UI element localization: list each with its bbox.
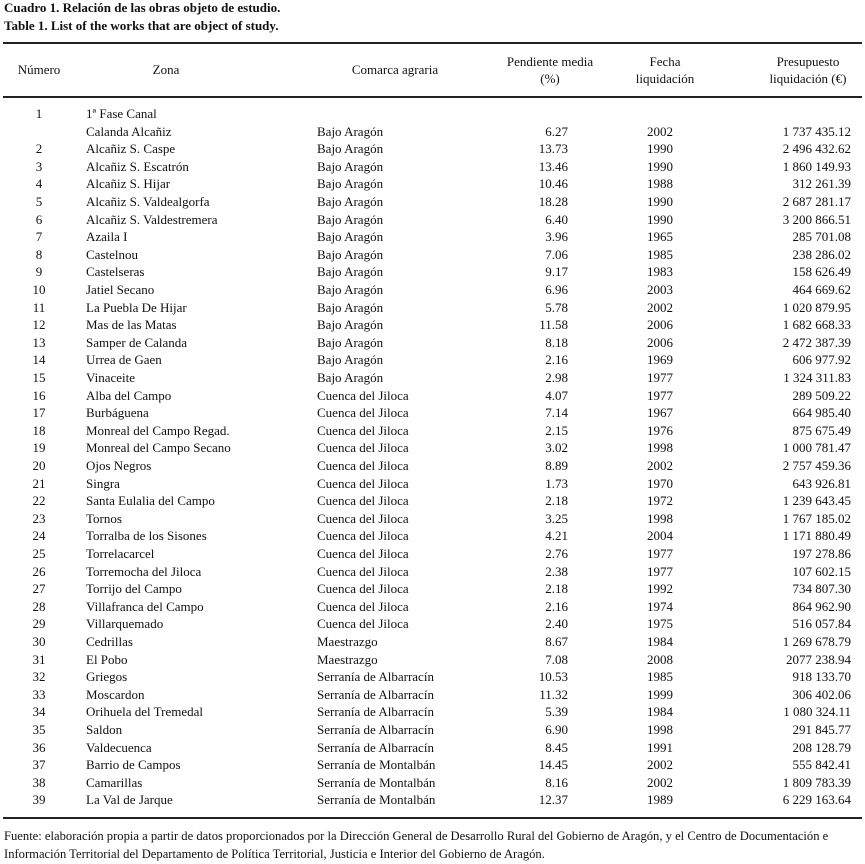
- row-zona: Torrelacarcel: [86, 546, 155, 561]
- row-number: 19: [32, 440, 46, 456]
- row-zona: Torremocha del Jiloca: [86, 563, 202, 579]
- row-presupuesto: 1 682 668.33: [782, 317, 851, 333]
- row-comarca: Cuenca del Jiloca: [317, 422, 409, 438]
- table-row: [0, 316, 865, 334]
- row-zona: Castelnou: [86, 246, 138, 262]
- row-number: 28: [32, 598, 46, 614]
- row-pendiente: 8.45: [545, 739, 568, 755]
- row-fecha: 2002: [647, 774, 673, 790]
- row-fecha: 1975: [647, 616, 673, 632]
- row-presupuesto: 1 000 781.47: [782, 440, 851, 456]
- table-row: [0, 475, 865, 493]
- row-zona: Orihuela del Tremedal: [86, 704, 203, 720]
- header-fecha-line1: Fecha: [649, 54, 681, 69]
- row-zona: Valdecuenca: [86, 739, 152, 755]
- row-presupuesto: 1 767 185.02: [782, 510, 851, 526]
- row-zona: Castelseras: [86, 264, 145, 280]
- row-number: 15: [32, 370, 46, 385]
- row-pendiente: 8.89: [545, 458, 568, 473]
- row-presupuesto: 864 962.90: [792, 598, 851, 614]
- row-comarca: Serranía de Albarracín: [317, 739, 434, 755]
- row-zona: Villafranca del Campo: [86, 598, 204, 614]
- row-presupuesto: 734 807.30: [792, 581, 851, 597]
- row-pendiente: 6.40: [545, 211, 568, 227]
- row-presupuesto: 291 845.77: [792, 722, 851, 737]
- row-number: 18: [32, 422, 46, 438]
- row-zona: El Pobo: [86, 651, 128, 667]
- row-pendiente: 5.39: [545, 704, 568, 720]
- table-row: [0, 492, 865, 510]
- row-number: 35: [32, 722, 46, 737]
- row-fecha: 1988: [647, 176, 673, 192]
- row-presupuesto: 2 687 281.17: [782, 194, 851, 209]
- table-row: [0, 580, 865, 598]
- row-pendiente: 2.18: [545, 493, 568, 509]
- table-row: [0, 299, 865, 317]
- row-fecha: 1970: [647, 475, 673, 491]
- row-fecha: 1998: [647, 510, 673, 526]
- row-number: 34: [32, 704, 46, 720]
- row-comarca: Bajo Aragón: [317, 123, 384, 139]
- row-fecha: 1989: [647, 792, 673, 808]
- row-number: 39: [32, 792, 46, 808]
- row-pendiente: 6.27: [545, 123, 568, 139]
- header-numero: Número: [17, 62, 61, 77]
- row-fecha: 1967: [647, 405, 673, 421]
- row-presupuesto: 289 509.22: [792, 387, 851, 403]
- row-comarca: Bajo Aragón: [317, 282, 384, 297]
- row-fecha: 1998: [647, 722, 673, 737]
- row-number: 32: [32, 669, 46, 685]
- table-row: [0, 369, 865, 387]
- row-comarca: Serranía de Montalbán: [317, 792, 436, 808]
- row-zona: Tornos: [86, 510, 122, 526]
- row-number: 37: [32, 757, 46, 773]
- row-pendiente: 18.28: [538, 194, 568, 209]
- row-fecha: 2006: [647, 317, 673, 333]
- row-fecha: 1983: [647, 264, 673, 280]
- row-presupuesto: 238 286.02: [792, 246, 851, 262]
- header-pendiente-line2: (%): [540, 71, 560, 86]
- caption-es: Cuadro 1. Relación de las obras objeto de estudio.: [4, 0, 281, 15]
- row-fecha: 2008: [647, 651, 673, 667]
- row-pendiente: 8.18: [545, 334, 568, 350]
- row-fecha: 1976: [647, 422, 673, 438]
- row-fecha: 1990: [647, 194, 673, 209]
- row-number: 29: [32, 616, 46, 632]
- header-zona: Zona: [152, 62, 180, 77]
- table-row: [0, 422, 865, 440]
- table-row: [0, 615, 865, 633]
- row-fecha: 1965: [647, 229, 673, 245]
- row-pendiente: 3.02: [545, 440, 568, 456]
- row-pendiente: 2.98: [545, 370, 568, 385]
- table-row: [0, 211, 865, 229]
- table-row: [0, 563, 865, 581]
- row-fecha: 1991: [647, 739, 673, 755]
- row-comarca: Serranía de Albarracín: [317, 669, 434, 685]
- row-pendiente: 2.18: [545, 581, 568, 597]
- row-pendiente: 8.16: [545, 774, 568, 790]
- table-row: [0, 791, 865, 809]
- row-presupuesto: 1 809 783.39: [782, 774, 851, 790]
- row-fecha: 2002: [647, 757, 673, 773]
- row-zona: Burbáguena: [86, 405, 149, 421]
- row-comarca: Bajo Aragón: [317, 352, 384, 368]
- row-fecha: 1977: [647, 387, 673, 403]
- row-pendiente: 9.17: [545, 264, 568, 280]
- row-comarca: Bajo Aragón: [317, 176, 384, 192]
- row-pendiente: 14.45: [538, 757, 568, 773]
- row-pendiente: 7.08: [545, 651, 568, 667]
- row-comarca: Serranía de Albarracín: [317, 686, 434, 702]
- table-row: [0, 404, 865, 422]
- row-pendiente: 7.14: [545, 405, 568, 421]
- table-row: [0, 193, 865, 211]
- row-zona: Vinaceite: [86, 370, 136, 385]
- row-zona: Mas de las Matas: [86, 317, 177, 333]
- row-pendiente: 13.46: [538, 158, 568, 174]
- row-presupuesto: 3 200 866.51: [782, 211, 851, 227]
- table-row: [0, 140, 865, 158]
- row-zona: Torralba de los Sisones: [86, 528, 207, 544]
- row-comarca: Cuenca del Jiloca: [317, 493, 409, 509]
- caption-en: Table 1. List of the works that are object of study.: [4, 18, 279, 33]
- row-pendiente: 10.46: [538, 176, 568, 192]
- row-pendiente: 1.73: [545, 475, 568, 491]
- row-presupuesto: 1 080 324.11: [783, 704, 851, 720]
- row-pendiente: 5.78: [545, 299, 568, 315]
- row-pendiente: 7.06: [545, 246, 568, 262]
- table-row: [0, 457, 865, 475]
- row-comarca: Cuenca del Jiloca: [317, 387, 409, 403]
- table-row: [0, 281, 865, 299]
- row-number: 33: [32, 686, 46, 702]
- row-comarca: Cuenca del Jiloca: [317, 510, 409, 526]
- row-presupuesto: 643 926.81: [792, 475, 851, 491]
- row-comarca: Serranía de Albarracín: [317, 722, 434, 737]
- table-row: [0, 263, 865, 281]
- row-presupuesto: 664 985.40: [792, 405, 851, 421]
- row-zona: Griegos: [86, 669, 128, 685]
- table-row: [0, 598, 865, 616]
- row-fecha: 2002: [647, 458, 673, 473]
- row-number: 17: [32, 405, 46, 421]
- row-fecha: 1990: [647, 141, 673, 157]
- table-row: [0, 246, 865, 264]
- header-presupuesto-line2: liquidación (€): [769, 71, 847, 86]
- row-zona: Alcañiz S. Escatrón: [86, 158, 189, 174]
- row-comarca: Bajo Aragón: [317, 370, 384, 385]
- row-zona: La Puebla De Hijar: [86, 299, 187, 315]
- row-number: 13: [32, 334, 46, 350]
- row-number: 3: [35, 158, 43, 174]
- row-presupuesto: 1 020 879.95: [782, 299, 851, 315]
- row-number: 31: [32, 651, 46, 667]
- row-comarca: Cuenca del Jiloca: [317, 616, 409, 632]
- row-zona: Samper de Calanda: [86, 334, 188, 350]
- row-presupuesto: 1 239 643.45: [782, 493, 851, 509]
- row-number: 6: [35, 211, 43, 227]
- row-zona: Monreal del Campo Regad.: [86, 422, 230, 438]
- row-zona: Moscardon: [86, 686, 145, 702]
- row-fecha: 1999: [647, 686, 673, 702]
- header-pendiente-line1: Pendiente media: [506, 54, 594, 69]
- table-bottom-rule: [3, 817, 862, 819]
- row-pendiente: 2.40: [545, 616, 568, 632]
- row-zona: Alcañiz S. Hijar: [86, 176, 171, 192]
- row-zona: Calanda Alcañiz: [86, 123, 172, 139]
- row-comarca: Cuenca del Jiloca: [317, 546, 409, 561]
- table-row: [0, 774, 865, 792]
- table-row: [0, 756, 865, 774]
- row-comarca: Maestrazgo: [317, 634, 378, 649]
- row-fecha: 1990: [647, 211, 673, 227]
- table-row: [0, 703, 865, 721]
- row-pendiente: 3.25: [545, 510, 568, 526]
- row-number: 25: [32, 546, 46, 561]
- row-pendiente: 13.73: [538, 141, 568, 157]
- row-number: 11: [32, 299, 46, 315]
- row-presupuesto: 555 842.41: [792, 757, 851, 773]
- row-pendiente: 11.58: [539, 317, 568, 333]
- row-number: 27: [32, 581, 46, 597]
- row-comarca: Bajo Aragón: [317, 211, 384, 227]
- row-zona: Alcañiz S. Valdealgorfa: [86, 194, 210, 209]
- row-number: 24: [32, 528, 46, 544]
- row-fecha: 1984: [647, 704, 673, 720]
- row-pendiente: 12.37: [538, 792, 568, 808]
- row-comarca: Cuenca del Jiloca: [317, 581, 409, 597]
- table-row: [0, 633, 865, 651]
- table-row: [0, 510, 865, 528]
- row-presupuesto: 1 324 311.83: [783, 370, 851, 385]
- row-presupuesto: 312 261.39: [792, 176, 851, 192]
- header-comarca: Comarca agraria: [351, 62, 439, 77]
- row-number: 22: [32, 493, 46, 509]
- row-pendiente: 6.96: [545, 282, 568, 297]
- row-comarca: Cuenca del Jiloca: [317, 563, 409, 579]
- row-zona: Jatiel Secano: [86, 282, 155, 297]
- row-comarca: Maestrazgo: [317, 651, 378, 667]
- row-number: 30: [32, 634, 46, 649]
- row-number: 9: [35, 264, 43, 280]
- table-row: [0, 668, 865, 686]
- row-presupuesto: 1 269 678.79: [782, 634, 851, 649]
- header-fecha-line2: liquidación: [635, 71, 695, 86]
- row-comarca: Cuenca del Jiloca: [317, 598, 409, 614]
- row-zona: Ojos Negros: [86, 458, 152, 473]
- row-fecha: 1985: [647, 669, 673, 685]
- row-zona: Singra: [86, 475, 120, 491]
- table-row: [0, 123, 865, 141]
- row-number: 21: [32, 475, 46, 491]
- row-fecha: 2002: [647, 123, 673, 139]
- row-zona: Camarillas: [86, 774, 143, 790]
- row-number: 36: [32, 739, 46, 755]
- row-comarca: Cuenca del Jiloca: [317, 440, 409, 456]
- row-fecha: 1977: [647, 563, 673, 579]
- row-fecha: 1990: [647, 158, 673, 174]
- row-comarca: Bajo Aragón: [317, 141, 384, 157]
- row-fecha: 1992: [647, 581, 673, 597]
- row-fecha: 1998: [647, 440, 673, 456]
- row-comarca: Cuenca del Jiloca: [317, 405, 409, 421]
- header-presupuesto-line1: Presupuesto: [776, 54, 840, 69]
- row-comarca: Serranía de Albarracín: [317, 704, 434, 720]
- row-comarca: Bajo Aragón: [317, 317, 384, 333]
- row-presupuesto: 464 669.62: [792, 282, 851, 297]
- row-number: 5: [35, 194, 43, 209]
- table-top-rule: [3, 42, 862, 44]
- row-zona: Cedrillas: [86, 634, 133, 649]
- row-number: 10: [32, 282, 46, 297]
- table-row: [0, 739, 865, 757]
- row-presupuesto: 2 496 432.62: [782, 141, 851, 157]
- row-comarca: Bajo Aragón: [317, 194, 384, 209]
- table-row: [0, 686, 865, 704]
- row-pendiente: 2.16: [545, 352, 568, 368]
- row-fecha: 1985: [647, 246, 673, 262]
- table-row: [0, 651, 865, 669]
- row-comarca: Bajo Aragón: [317, 158, 384, 174]
- row-pendiente: 10.53: [538, 669, 568, 685]
- row-number: 4: [35, 176, 43, 192]
- row-zona: Azaila I: [86, 229, 128, 245]
- row-presupuesto: 875 675.49: [792, 422, 851, 438]
- row-fecha: 2003: [647, 282, 673, 297]
- table-row: [0, 721, 865, 739]
- row-comarca: Cuenca del Jiloca: [317, 458, 409, 473]
- row-comarca: Cuenca del Jiloca: [317, 475, 409, 491]
- row-number: 16: [32, 387, 46, 403]
- table-row: [0, 334, 865, 352]
- footnote: Fuente: elaboración propia a partir de datos proporcionados por la Dirección General de Desarrollo Rural del Gobierno de Aragón, y el Centro de Documentación e Información Territorial del Departamento de Política Territorial, Justicia e Interior del Gobierno de Aragón.: [4, 829, 829, 861]
- row-zona: 1ª Fase Canal: [86, 106, 157, 121]
- row-comarca: Serranía de Montalbán: [317, 757, 436, 773]
- row-pendiente: 6.90: [545, 722, 568, 737]
- table-row: [0, 228, 865, 246]
- row-zona: Urrea de Gaen: [86, 352, 162, 368]
- row-pendiente: 4.07: [545, 387, 568, 403]
- row-pendiente: 2.16: [545, 598, 568, 614]
- row-number: 2: [35, 141, 43, 157]
- row-number: 7: [35, 229, 43, 245]
- row-presupuesto: 107 602.15: [792, 563, 851, 579]
- row-number: 38: [32, 774, 46, 790]
- row-zona: Saldon: [86, 722, 123, 737]
- row-fecha: 1977: [647, 370, 673, 385]
- row-presupuesto: 516 057.84: [792, 616, 851, 632]
- table-row: [0, 545, 865, 563]
- row-presupuesto: 2 472 387.39: [782, 334, 851, 350]
- row-fecha: 1977: [647, 546, 673, 561]
- table-row: [0, 105, 865, 123]
- table-row: [0, 158, 865, 176]
- row-presupuesto: 1 171 880.49: [782, 528, 851, 544]
- row-presupuesto: 158 626.49: [792, 264, 851, 280]
- table-row: [0, 527, 865, 545]
- row-comarca: Bajo Aragón: [317, 246, 384, 262]
- row-number: 1: [35, 106, 43, 121]
- row-comarca: Bajo Aragón: [317, 229, 384, 245]
- row-number: 8: [35, 246, 43, 262]
- row-fecha: 1972: [647, 493, 673, 509]
- row-presupuesto: 1 737 435.12: [782, 123, 851, 139]
- row-zona: Santa Eulalia del Campo: [86, 493, 215, 509]
- row-zona: Alcañiz S. Caspe: [86, 141, 176, 157]
- row-fecha: 1974: [647, 598, 673, 614]
- row-number: 23: [32, 510, 46, 526]
- row-fecha: 2002: [647, 299, 673, 315]
- row-number: 12: [32, 317, 46, 333]
- row-pendiente: 2.15: [545, 422, 568, 438]
- row-fecha: 2006: [647, 334, 673, 350]
- row-comarca: Cuenca del Jiloca: [317, 528, 409, 544]
- header-presupuesto: [750, 53, 865, 87]
- row-pendiente: 8.67: [545, 634, 568, 649]
- row-presupuesto: 2 757 459.36: [782, 458, 851, 473]
- row-comarca: Serranía de Montalbán: [317, 774, 436, 790]
- header-pendiente: [490, 53, 610, 87]
- row-presupuesto: 918 133.70: [792, 669, 851, 685]
- row-presupuesto: 1 860 149.93: [782, 158, 851, 174]
- row-fecha: 2004: [647, 528, 673, 544]
- row-zona: Alcañiz S. Valdestremera: [86, 211, 218, 227]
- row-zona: Barrio de Campos: [86, 757, 181, 773]
- table-row: [0, 387, 865, 405]
- header-fecha: [620, 53, 710, 87]
- table-row: [0, 439, 865, 457]
- row-number: 26: [32, 563, 46, 579]
- row-zona: La Val de Jarque: [86, 792, 173, 808]
- row-pendiente: 3.96: [545, 229, 568, 245]
- row-presupuesto: 6 229 163.64: [782, 792, 851, 808]
- row-fecha: 1969: [647, 352, 673, 368]
- row-presupuesto: 197 278.86: [792, 546, 851, 561]
- row-zona: Alba del Campo: [86, 387, 172, 403]
- row-zona: Torrijo del Campo: [86, 581, 182, 597]
- row-fecha: 1984: [647, 634, 673, 649]
- row-pendiente: 2.38: [545, 563, 568, 579]
- row-pendiente: 4.21: [545, 528, 568, 544]
- row-comarca: Bajo Aragón: [317, 264, 384, 280]
- row-number: 20: [32, 458, 46, 473]
- row-comarca: Bajo Aragón: [317, 334, 384, 350]
- table-header-rule: [3, 96, 862, 98]
- row-number: 14: [32, 352, 46, 368]
- row-pendiente: 11.32: [539, 686, 568, 702]
- row-zona: Monreal del Campo Secano: [86, 440, 231, 456]
- table-row: [0, 351, 865, 369]
- row-presupuesto: 208 128.79: [792, 739, 851, 755]
- row-presupuesto: 285 701.08: [792, 229, 851, 245]
- row-pendiente: 2.76: [545, 546, 568, 561]
- row-comarca: Bajo Aragón: [317, 299, 384, 315]
- row-presupuesto: 606 977.92: [792, 352, 851, 368]
- table-row: [0, 175, 865, 193]
- row-presupuesto: 2077 238.94: [786, 651, 851, 667]
- row-presupuesto: 306 402.06: [792, 686, 851, 702]
- row-zona: Villarquemado: [86, 616, 164, 632]
